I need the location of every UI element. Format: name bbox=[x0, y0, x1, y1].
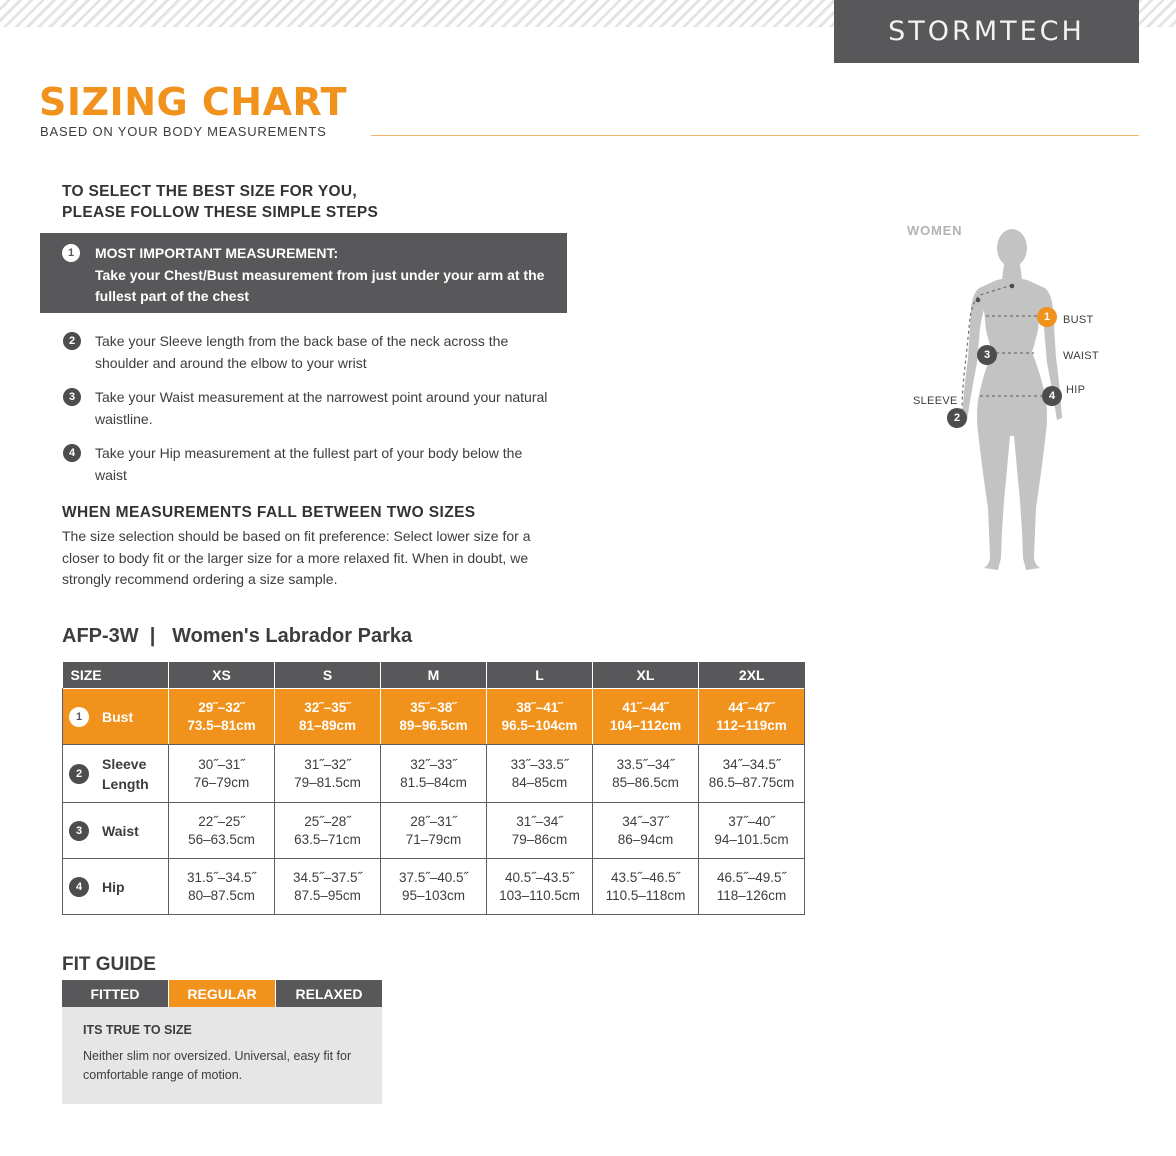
cell-inches: 43.5˝–46.5˝ bbox=[610, 869, 681, 885]
column-header: XS bbox=[169, 662, 275, 689]
table-cell bbox=[699, 803, 805, 859]
product-title bbox=[62, 625, 412, 648]
cell-cm: 86–94cm bbox=[617, 831, 674, 847]
cell-inches: 33˝–33.5˝ bbox=[510, 756, 569, 772]
step-number-badge: 1 bbox=[62, 244, 80, 262]
cell-inches: 31˝–32˝ bbox=[304, 756, 351, 772]
cell-inches: 29˝–32˝ bbox=[198, 699, 245, 715]
row-label bbox=[63, 689, 169, 745]
column-header: L bbox=[487, 662, 593, 689]
cell-cm: 81.5–84cm bbox=[400, 774, 467, 790]
step-1-text bbox=[95, 243, 555, 308]
steps-heading-line: PLEASE FOLLOW THESE SIMPLE STEPS bbox=[62, 204, 379, 221]
product-name: Women's Labrador Parka bbox=[172, 625, 413, 647]
table-cell bbox=[699, 859, 805, 915]
brand-logo: STORMTECH bbox=[834, 0, 1139, 63]
cell-inches: 28˝–31˝ bbox=[410, 813, 457, 829]
cell-inches: 34.5˝–37.5˝ bbox=[292, 869, 363, 885]
row-label bbox=[63, 859, 169, 915]
fit-option-relaxed: RELAXED bbox=[275, 980, 382, 1007]
column-header: XL bbox=[593, 662, 699, 689]
step-4-text: Take your Hip measurement at the fullest part of your body below the waist bbox=[95, 445, 523, 483]
step-1-title: MOST IMPORTANT MEASUREMENT: bbox=[95, 245, 339, 261]
waist-callout-label: WAIST bbox=[1063, 350, 1099, 362]
fit-guide-heading: FIT GUIDE bbox=[62, 954, 156, 975]
title-rule bbox=[371, 135, 1139, 136]
cell-inches: 34˝–34.5˝ bbox=[722, 756, 781, 772]
cell-inches: 35˝–38˝ bbox=[410, 699, 457, 715]
cell-inches: 46.5˝–49.5˝ bbox=[716, 869, 787, 885]
column-header: M bbox=[381, 662, 487, 689]
table-cell bbox=[381, 803, 487, 859]
step-4 bbox=[62, 442, 562, 488]
cell-inches: 22˝–25˝ bbox=[198, 813, 245, 829]
cell-inches: 32˝–33˝ bbox=[410, 756, 457, 772]
fit-guide-scale bbox=[62, 980, 382, 1007]
row-label bbox=[63, 745, 169, 803]
table-cell bbox=[593, 803, 699, 859]
fit-description-panel bbox=[62, 1007, 382, 1104]
measurement-number-badge: 3 bbox=[69, 821, 89, 841]
step-1-description: Take your Chest/Bust measurement from just under your arm at the fullest part of the chest bbox=[95, 266, 545, 304]
cell-cm: 112–119cm bbox=[716, 717, 787, 733]
product-separator: | bbox=[149, 625, 156, 647]
cell-cm: 94–101.5cm bbox=[714, 831, 789, 847]
sleeve-callout-label: SLEEVE bbox=[913, 395, 958, 407]
table-row bbox=[63, 745, 805, 803]
cell-inches: 38˝–41˝ bbox=[516, 699, 563, 715]
column-header: 2XL bbox=[699, 662, 805, 689]
fit-description-text: Neither slim nor oversized. Universal, easy fit for comfortable range of motion. bbox=[83, 1049, 352, 1082]
table-cell bbox=[169, 859, 275, 915]
step-2-text: Take your Sleeve length from the back base of the neck across the shoulder and around the elbow to your wrist bbox=[95, 333, 509, 371]
cell-cm: 86.5–87.75cm bbox=[708, 774, 795, 790]
row-label-text: Hip bbox=[102, 878, 125, 895]
size-table bbox=[62, 662, 805, 915]
table-cell bbox=[381, 689, 487, 745]
between-sizes-heading: WHEN MEASUREMENTS FALL BETWEEN TWO SIZES bbox=[62, 504, 476, 521]
row-label-text: Bust bbox=[102, 708, 134, 725]
cell-cm: 104–112cm bbox=[609, 717, 682, 733]
page-subtitle: BASED ON YOUR BODY MEASUREMENTS bbox=[40, 124, 327, 139]
table-cell bbox=[593, 745, 699, 803]
table-cell bbox=[169, 745, 275, 803]
cell-cm: 81–89cm bbox=[298, 717, 357, 733]
measurement-number-badge: 4 bbox=[69, 877, 89, 897]
cell-cm: 118–126cm bbox=[716, 887, 787, 903]
bust-callout-label: BUST bbox=[1063, 314, 1094, 326]
fit-option-regular: REGULAR bbox=[168, 980, 275, 1007]
hip-callout-label: HIP bbox=[1066, 384, 1086, 396]
cell-inches: 25˝–28˝ bbox=[304, 813, 351, 829]
cell-cm: 87.5–95cm bbox=[294, 887, 361, 903]
cell-inches: 34˝–37˝ bbox=[622, 813, 669, 829]
cell-cm: 80–87.5cm bbox=[188, 887, 255, 903]
step-3 bbox=[62, 386, 562, 432]
table-cell bbox=[275, 859, 381, 915]
step-2 bbox=[62, 330, 562, 376]
row-label-text: Length bbox=[102, 775, 149, 792]
cell-inches: 37˝–40˝ bbox=[728, 813, 775, 829]
table-header-row bbox=[63, 662, 805, 689]
product-code: AFP-3W bbox=[62, 625, 139, 647]
cell-cm: 95–103cm bbox=[401, 887, 466, 903]
cell-inches: 31.5˝–34.5˝ bbox=[186, 869, 257, 885]
cell-cm: 96.5–104cm bbox=[501, 717, 578, 733]
cell-inches: 32˝–35˝ bbox=[304, 699, 351, 715]
cell-cm: 84–85cm bbox=[511, 774, 568, 790]
table-cell bbox=[275, 745, 381, 803]
table-row bbox=[63, 689, 805, 745]
cell-cm: 73.5–81cm bbox=[187, 717, 256, 733]
step-number-badge: 2 bbox=[63, 332, 81, 350]
cell-cm: 110.5–118cm bbox=[605, 887, 686, 903]
cell-cm: 63.5–71cm bbox=[294, 831, 361, 847]
cell-inches: 31˝–34˝ bbox=[516, 813, 563, 829]
cell-inches: 40.5˝–43.5˝ bbox=[504, 869, 575, 885]
table-cell bbox=[487, 803, 593, 859]
table-cell bbox=[487, 745, 593, 803]
bust-callout-badge: 1 bbox=[1037, 307, 1057, 327]
cell-cm: 76–79cm bbox=[193, 774, 250, 790]
table-row bbox=[63, 859, 805, 915]
measurement-figure bbox=[900, 218, 1130, 578]
steps-heading bbox=[62, 181, 542, 223]
row-label-text: Waist bbox=[102, 822, 139, 839]
cell-inches: 37.5˝–40.5˝ bbox=[398, 869, 469, 885]
row-label-text: Sleeve bbox=[102, 755, 147, 772]
cell-inches: 41˝–44˝ bbox=[622, 699, 669, 715]
table-cell bbox=[593, 689, 699, 745]
step-number-badge: 3 bbox=[63, 388, 81, 406]
fit-option-fitted: FITTED bbox=[62, 980, 168, 1007]
table-cell bbox=[381, 859, 487, 915]
step-3-text: Take your Waist measurement at the narrowest point around your natural waistline. bbox=[95, 389, 548, 427]
cell-cm: 85–86.5cm bbox=[612, 774, 679, 790]
measurement-number-badge: 2 bbox=[69, 764, 89, 784]
cell-cm: 89–96.5cm bbox=[399, 717, 468, 733]
figure-label: WOMEN bbox=[907, 223, 963, 238]
cell-cm: 56–63.5cm bbox=[188, 831, 255, 847]
table-cell bbox=[487, 689, 593, 745]
cell-inches: 33.5˝–34˝ bbox=[616, 756, 675, 772]
cell-inches: 30˝–31˝ bbox=[198, 756, 245, 772]
table-cell bbox=[381, 745, 487, 803]
cell-cm: 79–81.5cm bbox=[294, 774, 361, 790]
sleeve-callout-badge: 2 bbox=[947, 408, 967, 428]
measurement-number-badge: 1 bbox=[69, 707, 89, 727]
hip-callout-badge: 4 bbox=[1042, 386, 1062, 406]
table-cell bbox=[169, 803, 275, 859]
waist-callout-badge: 3 bbox=[977, 345, 997, 365]
table-cell bbox=[487, 859, 593, 915]
step-1-box bbox=[40, 233, 567, 313]
cell-inches: 44˝–47˝ bbox=[728, 699, 775, 715]
table-cell bbox=[699, 689, 805, 745]
row-label bbox=[63, 803, 169, 859]
column-header: S bbox=[275, 662, 381, 689]
table-cell bbox=[275, 803, 381, 859]
cell-cm: 103–110.5cm bbox=[499, 887, 580, 903]
cell-cm: 71–79cm bbox=[405, 831, 462, 847]
step-number-badge: 4 bbox=[63, 444, 81, 462]
table-cell bbox=[593, 859, 699, 915]
table-cell bbox=[275, 689, 381, 745]
between-sizes-text: The size selection should be based on fit preference: Select lower size for a closer to body fit or the larger size for a more relaxed fit. When in doubt, we strongly recommend ordering a size sample. bbox=[62, 528, 531, 587]
fit-description-title: ITS TRUE TO SIZE bbox=[83, 1023, 192, 1037]
page-title: SIZING CHART bbox=[39, 80, 347, 124]
table-row bbox=[63, 803, 805, 859]
table-cell bbox=[169, 689, 275, 745]
column-header: SIZE bbox=[63, 662, 169, 689]
table-cell bbox=[699, 745, 805, 803]
steps-heading-line: TO SELECT THE BEST SIZE FOR YOU, bbox=[62, 183, 357, 200]
cell-cm: 79–86cm bbox=[511, 831, 568, 847]
